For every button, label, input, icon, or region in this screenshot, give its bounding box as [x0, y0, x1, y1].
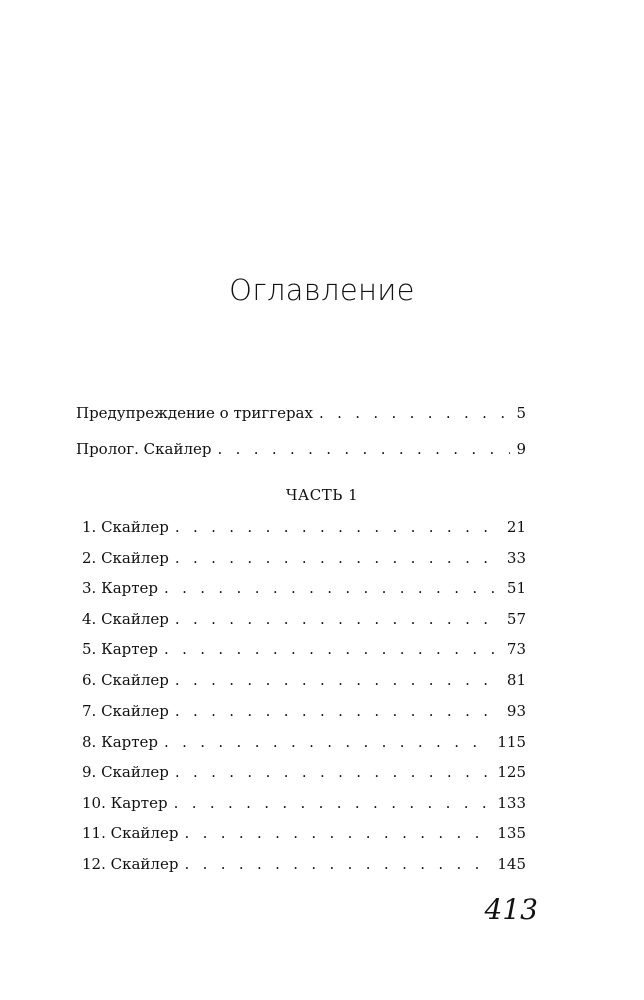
toc-dot-leader [175, 762, 491, 782]
toc-entry-page: 21 [506, 518, 526, 536]
toc-dot-leader [184, 823, 491, 843]
toc-dot-leader [175, 548, 501, 568]
toc-dot-leader [164, 639, 501, 659]
toc-entry-page: 133 [497, 794, 526, 812]
toc-entry-page: 81 [506, 671, 526, 689]
toc-dot-leader [174, 793, 492, 813]
page-title: Оглавление [229, 273, 415, 307]
toc-chapter-8[interactable] [82, 732, 526, 752]
toc-entry-page: 57 [506, 610, 526, 628]
toc-chapter-2[interactable] [82, 548, 526, 568]
toc-entry-label: 7. Скайлер [82, 702, 169, 720]
toc-chapter-4[interactable] [82, 609, 526, 629]
toc-entry-label: Предупреждение о триггерах [76, 404, 313, 422]
toc-entry-page: 125 [497, 763, 526, 781]
toc-entry-label: 9. Скайлер [82, 763, 169, 781]
toc-entry-page: 5 [516, 404, 526, 422]
toc-entry-page: 145 [497, 855, 526, 873]
toc-entry-label: 3. Картер [82, 579, 159, 597]
toc-entry-label: 1. Скайлер [82, 518, 169, 536]
toc-entry-label: 11. Скайлер [82, 824, 179, 842]
toc-entry-label: Пролог. Скайлер [76, 440, 212, 458]
toc-chapter-5[interactable] [82, 639, 526, 659]
toc-dot-leader [175, 670, 501, 690]
toc-chapter-3[interactable] [82, 578, 526, 598]
toc-entry-label: 4. Скайлер [82, 610, 169, 628]
toc-entry-label: 8. Картер [82, 733, 159, 751]
toc-entry-prologue[interactable] [76, 439, 526, 459]
toc-chapter-6[interactable] [82, 670, 526, 690]
toc-dot-leader [175, 609, 501, 629]
toc-chapter-11[interactable] [82, 823, 526, 843]
page-number: 413 [484, 893, 538, 926]
toc-entry-page: 73 [506, 640, 526, 658]
toc-entry-label: 10. Картер [82, 794, 168, 812]
part-heading: ЧАСТЬ 1 [285, 486, 359, 504]
toc-entry-label: 12. Скайлер [82, 855, 179, 873]
toc-dot-leader [184, 854, 491, 874]
toc-chapter-1[interactable] [82, 517, 526, 537]
toc-entry-page: 9 [516, 440, 526, 458]
toc-chapter-12[interactable] [82, 854, 526, 874]
toc-dot-leader [217, 439, 510, 459]
toc-dot-leader [319, 403, 511, 423]
toc-dot-leader [164, 732, 491, 752]
toc-chapter-9[interactable] [82, 762, 526, 782]
toc-entry-page: 93 [506, 702, 526, 720]
toc-dot-leader [164, 578, 501, 598]
toc-entry-page: 135 [497, 824, 526, 842]
toc-dot-leader [175, 701, 501, 721]
toc-entry-page: 51 [506, 579, 526, 597]
toc-entry-page: 115 [497, 733, 526, 751]
toc-entry-label: 5. Картер [82, 640, 159, 658]
toc-entry-trigger-warning[interactable] [76, 403, 526, 423]
toc-chapter-10[interactable] [82, 793, 526, 813]
toc-entry-label: 6. Скайлер [82, 671, 169, 689]
toc-entry-label: 2. Скайлер [82, 549, 169, 567]
toc-chapter-7[interactable] [82, 701, 526, 721]
toc-entry-page: 33 [506, 549, 526, 567]
toc-dot-leader [175, 517, 501, 537]
